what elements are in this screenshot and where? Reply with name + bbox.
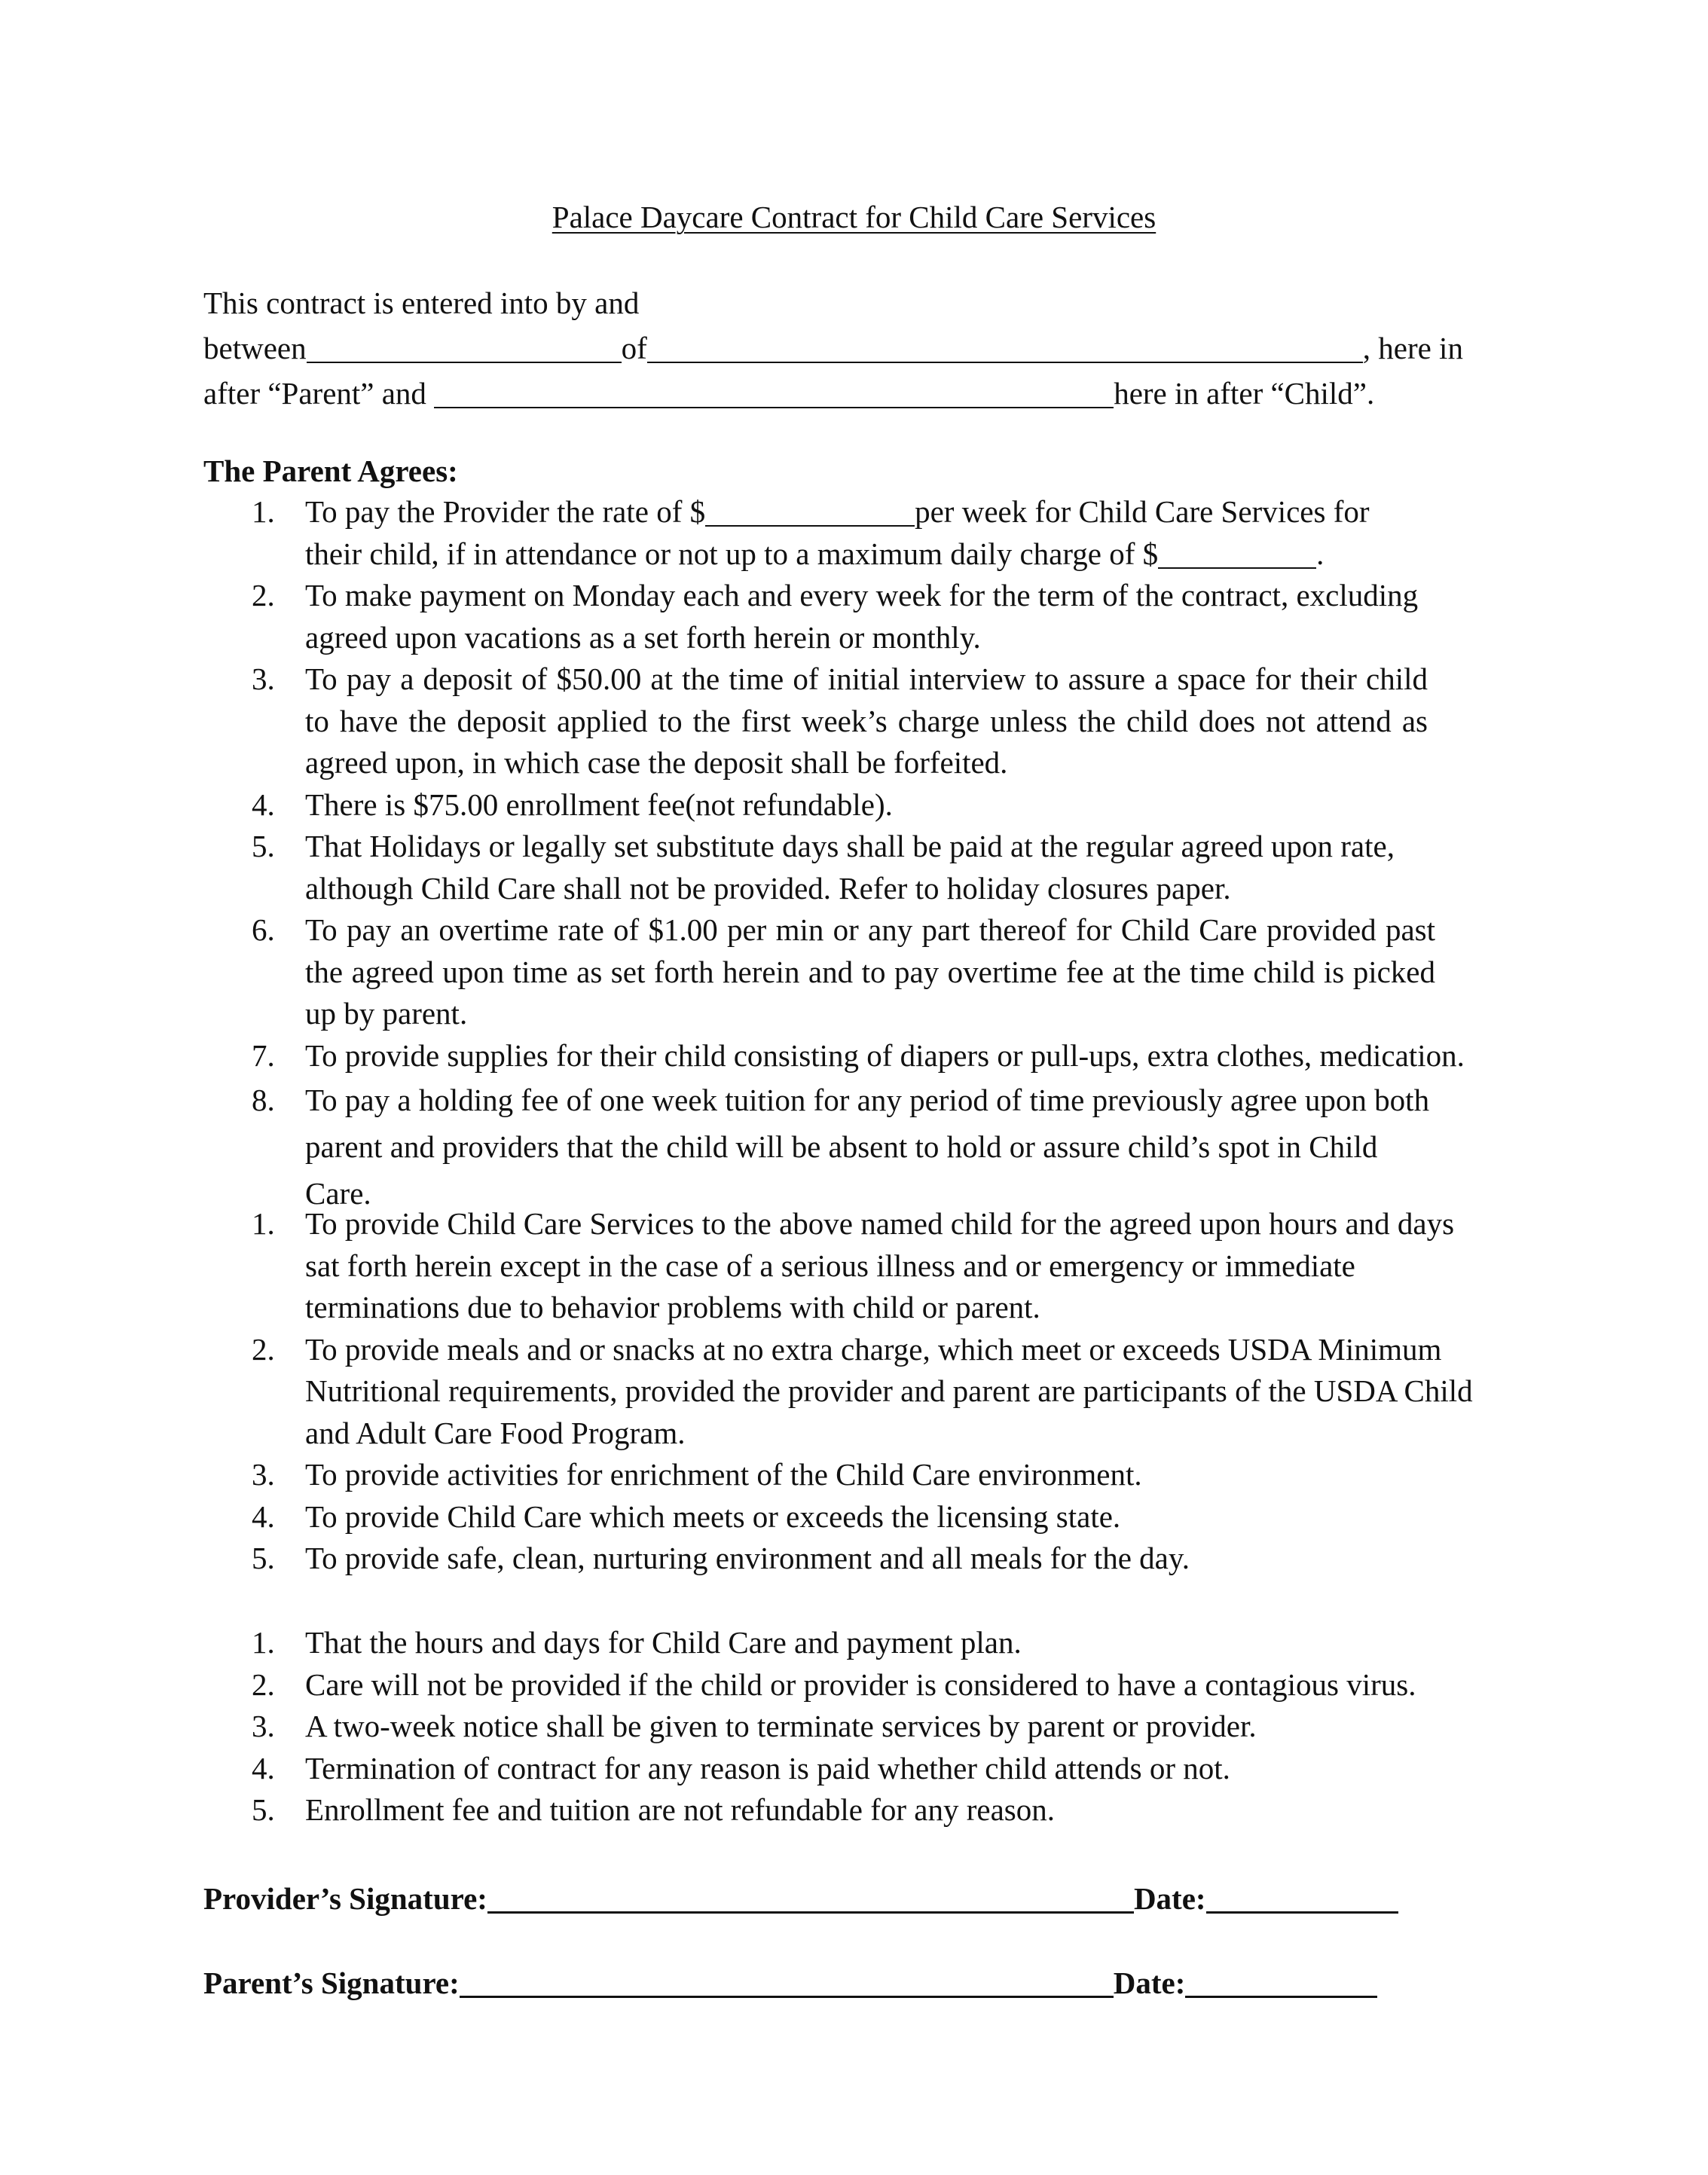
provider-signature-field[interactable] xyxy=(487,1881,1134,1914)
parent-agrees-list xyxy=(203,491,1507,1217)
list-item xyxy=(203,1622,1507,1664)
provider-signature-line xyxy=(203,1876,1398,1921)
item-number: 1. xyxy=(252,1206,275,1241)
list-item xyxy=(203,575,1420,658)
item-text: To make payment on Monday each and every week for the term of the contract, excluding agreed upon vacations as a set forth herein or monthly. xyxy=(305,578,1419,655)
list-item xyxy=(203,1035,1507,1077)
item-text: To provide Child Care Services to the above named child for the agreed upon hours and days sat forth herein except in the case of a serious illness and or emergency or immediate terminations due to behavior problems with child or parent. xyxy=(305,1206,1455,1324)
item-text: A two-week notice shall be given to terminate services by parent or provider. xyxy=(305,1709,1257,1743)
item-number: 3. xyxy=(252,1457,275,1492)
parent-signature-field[interactable] xyxy=(460,1966,1114,1998)
item-text: There is $75.00 enrollment fee(not refundable). xyxy=(305,787,893,822)
list-item xyxy=(203,784,1507,826)
list-item xyxy=(203,658,1428,784)
list-item xyxy=(203,1706,1507,1748)
child-label: here in after “Child”. xyxy=(1114,376,1375,411)
list-item xyxy=(203,1664,1507,1706)
between-label: between xyxy=(203,331,307,365)
item-number: 5. xyxy=(252,1792,275,1827)
item-text: To pay an overtime rate of $1.00 per min or any part thereof for Child Care provided past the agreed upon time as set forth herein and to pay overtime fee at the time child is picked up by parent. xyxy=(305,912,1435,1031)
item-number: 8. xyxy=(252,1083,275,1117)
item-number: 4. xyxy=(252,1498,275,1534)
title-text: Palace Daycare Contract for Child Care Services xyxy=(552,200,1156,234)
item-number: 7. xyxy=(252,1037,275,1073)
provider-signature-label: Provider’s Signature: xyxy=(203,1881,487,1916)
item-number: 1. xyxy=(252,494,275,529)
item-number: 2. xyxy=(252,578,275,612)
parent-date-label: Date: xyxy=(1113,1966,1186,2000)
list-item xyxy=(203,1748,1507,1790)
list-item xyxy=(203,1203,1458,1329)
contract-intro xyxy=(203,280,1484,416)
document-title xyxy=(0,194,1708,240)
provider-agrees-list xyxy=(203,1203,1507,1580)
item-text: Enrollment fee and tuition are not refundable for any reason. xyxy=(305,1792,1056,1827)
list-item xyxy=(203,1496,1507,1538)
intro-line-3 xyxy=(203,371,1484,416)
item-number: 2. xyxy=(252,1666,275,1702)
list-item xyxy=(203,1329,1511,1455)
parent-name-field[interactable] xyxy=(307,331,622,363)
item-number: 5. xyxy=(252,829,275,863)
parent-address-field[interactable] xyxy=(647,331,1363,363)
intro-line-2 xyxy=(203,325,1484,371)
here-in-label: , here in xyxy=(1362,331,1463,365)
item-text: To pay a holding fee of one week tuition for any period of time previously agree upon both parent and providers that the child will be absent to hold or assure child’s spot in Child Care. xyxy=(305,1083,1430,1211)
item-number: 2. xyxy=(252,1331,275,1367)
item-number: 1. xyxy=(252,1625,275,1660)
parent-agrees-heading: The Parent Agrees: xyxy=(203,454,458,488)
item-number: 5. xyxy=(252,1541,275,1575)
item-text: That the hours and days for Child Care and payment plan. xyxy=(305,1625,1022,1660)
parent-and-label: after “Parent” and xyxy=(203,376,435,411)
rate-label: To pay the Provider the rate of $ xyxy=(305,494,706,529)
parent-date-field[interactable] xyxy=(1185,1966,1377,1998)
of-label: of xyxy=(621,331,647,365)
daily-charge-label: their child, if in attendance or not up to a maximum daily charge of $ xyxy=(305,536,1159,571)
item-text: To provide activities for enrichment of the Child Care environment. xyxy=(305,1457,1142,1492)
weekly-rate-field[interactable] xyxy=(705,495,915,527)
item-text: To pay a deposit of $50.00 at the time of initial interview to assure a space for their child to have the deposit applied to the first week’s charge unless the child does not attend as agreed upon, in which case the deposit shall be forfeited. xyxy=(305,661,1428,780)
period-label: . xyxy=(1316,536,1325,571)
list-item xyxy=(203,1077,1450,1217)
item-number: 4. xyxy=(252,1750,275,1786)
item-text: To provide supplies for their child consisting of diapers or pull-ups, extra clothes, medication. xyxy=(305,1037,1465,1073)
item-number: 3. xyxy=(252,1709,275,1743)
item-text: To provide meals and or snacks at no extra charge, which meet or exceeds USDA Minimum Nutritional requirements, provided the provider and parent are participants of the USDA Child and Adult Care Food Program. xyxy=(305,1331,1473,1450)
parent-signature-line xyxy=(203,1960,1377,2005)
item-number: 3. xyxy=(252,661,275,696)
item-text: Termination of contract for any reason is paid whether child attends or not. xyxy=(305,1750,1230,1786)
item-text: Care will not be provided if the child or provider is considered to have a contagious virus. xyxy=(305,1666,1416,1702)
terms-list xyxy=(203,1622,1507,1831)
list-item xyxy=(203,826,1435,909)
daily-charge-field[interactable] xyxy=(1158,537,1316,569)
item-text: To provide Child Care which meets or exceeds the licensing state. xyxy=(305,1498,1121,1534)
list-item xyxy=(203,1538,1507,1580)
list-item xyxy=(203,1454,1507,1496)
item-text: That Holidays or legally set substitute days shall be paid at the regular agreed upon rate, although Child Care shall not be provided. Refer to holiday closures paper. xyxy=(305,829,1395,906)
list-item xyxy=(203,909,1435,1035)
provider-date-label: Date: xyxy=(1133,1881,1206,1916)
list-item xyxy=(203,1789,1507,1831)
provider-date-field[interactable] xyxy=(1206,1881,1398,1914)
list-item xyxy=(203,491,1507,575)
item-number: 4. xyxy=(252,787,275,822)
parent-signature-label: Parent’s Signature: xyxy=(203,1966,460,2000)
per-week-label: per week for Child Care Services for xyxy=(915,494,1370,529)
item-text: To provide safe, clean, nurturing environment and all meals for the day. xyxy=(305,1541,1190,1575)
child-name-field[interactable] xyxy=(434,377,1114,408)
intro-line-1: This contract is entered into by and xyxy=(203,286,640,320)
item-number: 6. xyxy=(252,912,275,947)
